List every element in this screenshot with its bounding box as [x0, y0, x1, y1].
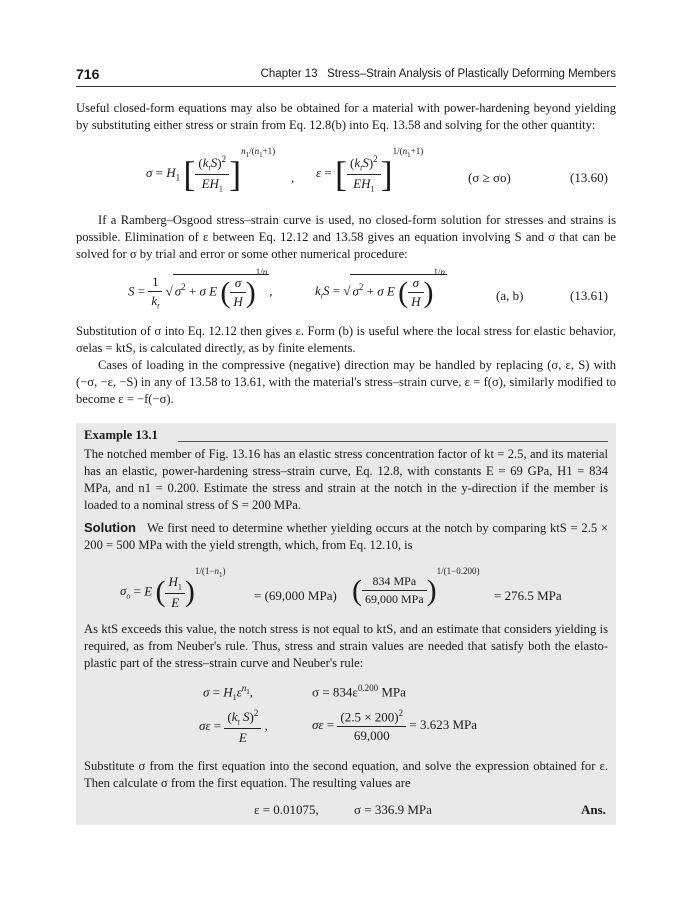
eq-yield-fraction: ( $\frac{\text{834 MPa}}{\text{69,000 MPa}}$ )$^{1/(1-0.200)}$ — [352, 566, 480, 607]
chapter-title: Stress–Strain Analysis of Plastically Deforming Members — [327, 68, 616, 80]
eq-yield-mid: = (69,000 MPa) — [254, 588, 337, 603]
example-title-rule — [178, 441, 608, 442]
result-epsilon: ε = 0.01075, — [254, 802, 319, 817]
example-title: Example 13.1 — [84, 428, 158, 442]
example-problem: The notched member of Fig. 13.16 has an elastic stress concentration factor of kt = 2.5, and its material has an elastic, power-hardening stress–strain curve, Eq. 12.8, with constants E = 69 GPa, H1 = 834 MPa, and n1 = 0.200. Estimate the stress and strain at the notch in the y-direction if the member is loaded to a nominal stress of S = 200 MPa. — [84, 447, 608, 512]
result-sigma: σ = 336.9 MPa — [354, 802, 432, 817]
eq-yield-result: = 276.5 MPa — [494, 588, 562, 603]
eq-13-61-label: (a, b) — [496, 288, 524, 303]
chapter-header — [261, 68, 616, 80]
paragraph-ramberg-osgood: If a Ramberg–Osgood stress–strain curve is used, no closed-form solution for stresses and strains is possible. Elimination of ε between Eq. 12.12 and 13.58 gives an equation involving S and σ that can be solved for σ by trial and error or some other numerical procedure: — [76, 213, 616, 261]
eq-13-60-b: ε = [ $\frac{(k_tS)^2}{EH_1}$ ]$^{1/(n_1+1)}$ — [316, 146, 424, 194]
paragraph-substitute: Substitute σ from the first equation into the second equation, and solve the expression obtained for ε. Then calculate σ from the first equation. The resulting values are — [84, 759, 608, 790]
answer-label: Ans. — [581, 802, 606, 817]
eq-yield-left: $\sigma_o = E$ ( $\frac{H_1}{E}$ )$^{1/(1-n_1)}$ — [120, 566, 226, 610]
eq-neuber-den: 69,000 — [353, 728, 390, 744]
solution-text: We first need to determine whether yielding occurs at the notch by comparing ktS = 2.5 × 200 = 500 MPa with the yield strength, which, from Eq. 12.10, is — [84, 521, 608, 552]
paragraph-neuber: As ktS exceeds this value, the notch stress is not equal to ktS, and an estimate that considers yielding is required, as from Neuber's rule. Thus, stress and strain values are needed that satisfy both the elasto-plastic part of the stress–strain curve and Neuber's rule: — [84, 622, 608, 670]
chapter-label: Chapter 13 — [260, 68, 318, 80]
eq-yield-den: 69,000 MPa — [365, 592, 424, 606]
eq-neuber-result: = 3.623 MPa — [409, 717, 478, 733]
running-header — [76, 64, 616, 87]
eq-yield-num: 834 MPa — [362, 574, 427, 591]
paragraph-compressive: Cases of loading in the compressive (negative) direction may be handled by replacing (σ, ε, S) with (−σ, −ε, −S) in any of 13.58 to 13.61, with the material's stress–strain curve, ε = f(σ), similarly modified to become ε = −f(−σ). — [76, 358, 616, 406]
paragraph-intro: Useful closed-form equations may also be obtained for a material with power-hardening beyond yielding by substituting either stress or strain from Eq. 12.8(b) into Eq. 13.58 and solving for the other quantity: — [76, 101, 616, 132]
paragraph-substitution: Substitution of σ into Eq. 12.12 then gives ε. Form (b) is useful where the local stress for elastic behavior, σelas = ktS, is calculated directly, as by finite elements. — [76, 324, 616, 355]
eq-curve-right — [312, 683, 406, 700]
eq-neuber-right: σε = $\frac{(2.5 \times 200)^2}{69,000}$ = 3.623 MPa — [312, 708, 478, 744]
eq-neuber-num: (2.5 × 200) — [340, 709, 399, 725]
eq-13-61-a: S = $\frac{1}{k_t}$ √ $\sigma^2 + \sigma$ E ( $\frac{\sigma}{H}$ )$^{1/n}$, — [128, 267, 273, 311]
equation-13-60: $\sigma = H_1$ [ $\frac{(k_tS)^2}{EH_1}$ ]$^{n_1/(n_1+1)}$ , ε = [ $\frac{(k_tS)^2}{EH_1}$ ]$^{1/(n_1+1)}$ (σ ≥ σo) (13.60) — [146, 146, 608, 194]
equation-yield-strength — [120, 568, 590, 618]
example-solution — [84, 519, 608, 554]
eq-13-61-number: (13.61) — [570, 288, 608, 303]
eq-curve-text: σ = 834ε — [312, 684, 358, 700]
eq-curve-left: $\sigma = H_1\varepsilon^{n_1}$, — [203, 683, 254, 702]
solution-label: Solution — [84, 520, 136, 535]
eq-curve-exp: 0.200 — [357, 683, 379, 693]
eq-curve-unit: MPa — [381, 684, 406, 700]
eq-13-60-a: $\sigma = H_1$ [ $\frac{(k_tS)^2}{EH_1}$ ]$^{n_1/(n_1+1)}$ — [146, 146, 276, 194]
eq-yield-exp: 1/(1−0.200) — [436, 566, 480, 576]
eq-13-60-number: (13.60) — [570, 170, 608, 185]
eq-13-61-b: $k_tS$ = √ $\sigma^2 + \sigma$ E ( $\frac{\sigma}{H}$ )$^{1/n}$ — [315, 267, 446, 309]
equation-13-61 — [76, 268, 616, 316]
page-number: 716 — [76, 66, 100, 82]
eq-neuber-left: σε = $\frac{(k_t S)^2}{E}$ , — [199, 708, 268, 745]
eq-13-60-condition: (σ ≥ σo) — [468, 170, 511, 185]
